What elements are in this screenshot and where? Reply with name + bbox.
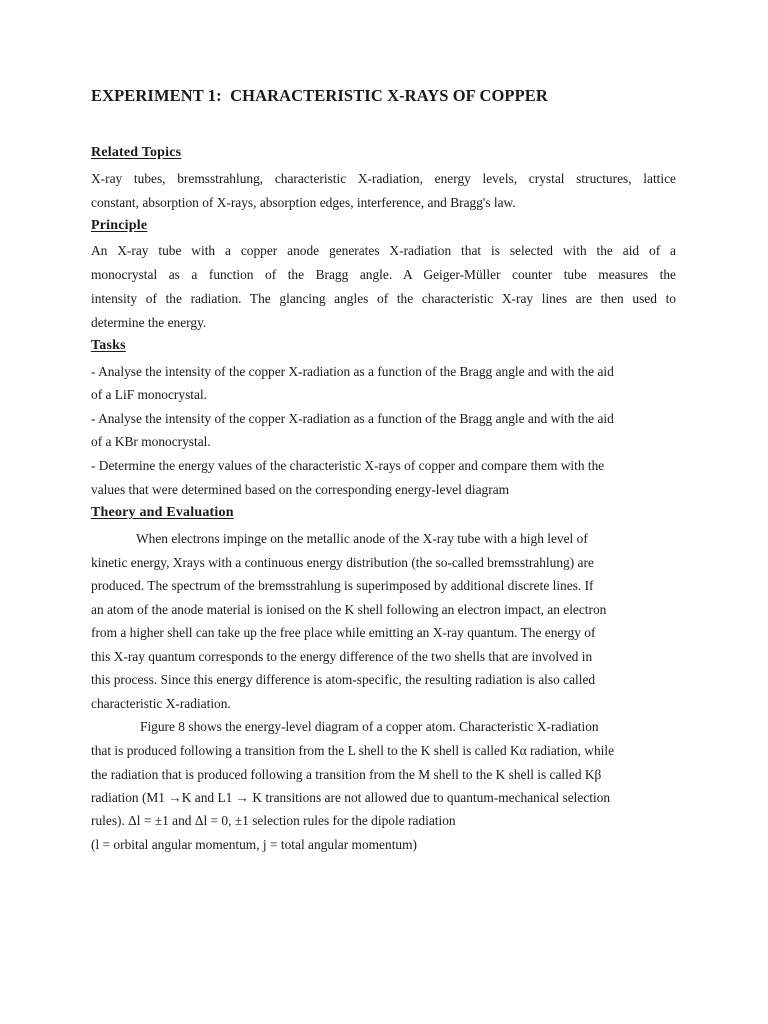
- principle-line: monocrystal as a function of the Bragg angle. A Geiger-Müller counter tube measures the: [91, 267, 676, 282]
- principle-line: determine the energy.: [91, 315, 207, 330]
- theory-line: this X-ray quantum corresponds to the energy difference of the two shells that are involved in: [91, 649, 593, 664]
- theory-line: produced. The spectrum of the bremsstrahlung is superimposed by additional discrete lines. If: [91, 578, 594, 593]
- theory-line: kinetic energy, Xrays with a continuous energy distribution (the so-called bremsstrahlung) are: [91, 555, 594, 570]
- theory-line: from a higher shell can take up the free place while emitting an X-ray quantum. The energy of: [91, 625, 596, 640]
- task-line: - Determine the energy values of the characteristic X-rays of copper and compare them with the: [91, 458, 605, 473]
- theory-line: (l = orbital angular momentum, j = total angular momentum): [91, 837, 417, 852]
- task-line: of a KBr monocrystal.: [91, 434, 211, 449]
- theory-line: the radiation that is produced following a transition from the M shell to the K shell is called Kβ: [91, 767, 602, 782]
- related-topics-line: constant, absorption of X-rays, absorption edges, interference, and Bragg's law.: [91, 195, 516, 210]
- theory-line: this process. Since this energy difference is atom-specific, the resulting radiation is also called: [91, 672, 596, 687]
- task-line: values that were determined based on the corresponding energy-level diagram: [91, 482, 510, 497]
- page-title: EXPERIMENT 1: CHARACTERISTIC X-RAYS OF COPPER: [91, 86, 548, 105]
- related-topics-line: X-ray tubes, bremsstrahlung, characteristic X-radiation, energy levels, crystal structures, lattice: [91, 171, 676, 186]
- theory-line: an atom of the anode material is ionised on the K shell following an electron impact, an electron: [91, 602, 607, 617]
- theory-line: that is produced following a transition from the L shell to the K shell is called Kα radiation, while: [91, 743, 615, 758]
- theory-heading: Theory and Evaluation: [91, 505, 234, 520]
- theory-line: rules). Δl = ±1 and Δl = 0, ±1 selection rules for the dipole radiation: [91, 813, 456, 828]
- theory-line: Figure 8 shows the energy-level diagram of a copper atom. Characteristic X-radiation: [140, 719, 599, 734]
- principle-line: intensity of the radiation. The glancing angles of the characteristic X-ray lines are then used to: [91, 291, 676, 306]
- theory-line: characteristic X-radiation.: [91, 696, 231, 711]
- principle-heading: Principle: [91, 218, 148, 233]
- theory-line: radiation (M1 →K and L1 → K transitions are not allowed due to quantum-mechanical selection: [91, 790, 611, 805]
- related-topics-heading: Related Topics: [91, 145, 182, 160]
- task-line: of a LiF monocrystal.: [91, 387, 208, 402]
- task-line: - Analyse the intensity of the copper X-radiation as a function of the Bragg angle and with the aid: [91, 411, 614, 426]
- tasks-heading: Tasks: [91, 338, 126, 353]
- task-line: - Analyse the intensity of the copper X-radiation as a function of the Bragg angle and with the aid: [91, 364, 614, 379]
- principle-line: An X-ray tube with a copper anode generates X-radiation that is selected with the aid of a: [91, 243, 676, 258]
- theory-line: When electrons impinge on the metallic anode of the X-ray tube with a high level of: [136, 531, 588, 546]
